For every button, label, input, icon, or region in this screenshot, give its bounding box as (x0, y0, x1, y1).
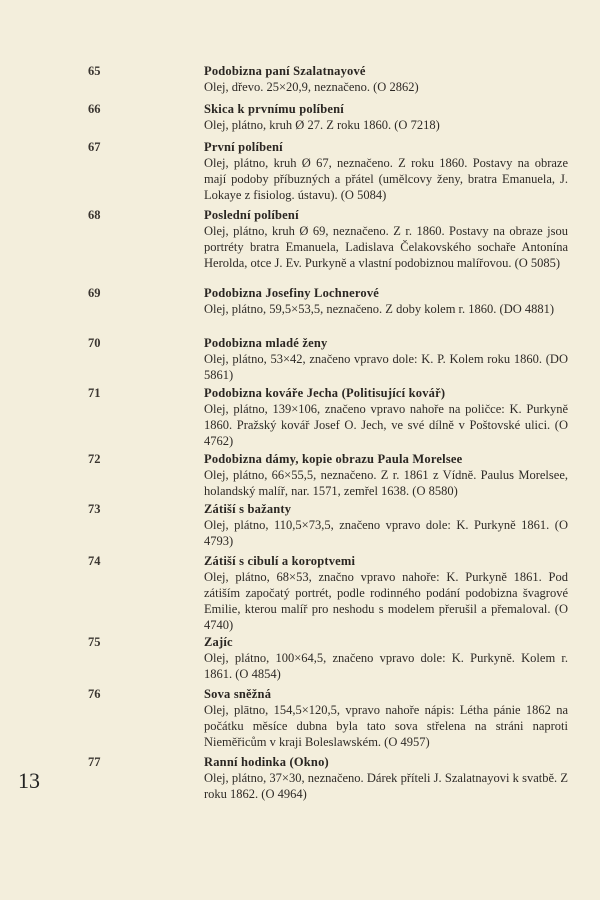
entry-description: Olej, plátno, kruh Ø 67, neznačeno. Z roku 1860. Postavy na obraze mají podoby příbuzných a přátel (umělcovy ženy, bratra Emanuela, J. Lokaye z fisiolog. ústavu). (O 5084) (204, 156, 568, 202)
entry-number: 67 (88, 140, 101, 154)
entry-number: 75 (88, 635, 101, 649)
entry-description: Olej, plátno, 100×64,5, značeno vpravo dole: K. Purkyně. Kolem r. 1861. (O 4854) (204, 651, 568, 681)
entry-description: Olej, plátno, 53×42, značeno vpravo dole: K. P. Kolem roku 1860. (DO 5861) (204, 352, 568, 382)
entry-title: Podobizna dámy, kopie obrazu Paula Morelsee (204, 452, 463, 466)
entry-number: 65 (88, 64, 101, 78)
entry-number: 76 (88, 687, 101, 701)
entry-title: Skica k prvnímu políbení (204, 102, 344, 116)
entry-title: Zátiší s bažanty (204, 502, 292, 516)
entry-number: 74 (88, 554, 101, 568)
entry-description: Olej, plátno, 139×106, značeno vpravo nahoře na poličce: K. Purkyně 1860. Pražský kovář Josef O. Jech, ve své dílně v Poštovské ulici. (O 4762) (204, 402, 568, 448)
entry-title: Zátiší s cibulí a koroptvemi (204, 554, 356, 568)
entry-description: Olej, plátno, kruh Ø 27. Z roku 1860. (O 7218) (204, 118, 440, 132)
entry-body (204, 553, 568, 633)
entry-title: Podobizna mladé ženy (204, 336, 328, 350)
entry-number: 66 (88, 102, 101, 116)
entry-number: 72 (88, 452, 101, 466)
entry-body (204, 63, 568, 95)
entry-body (204, 686, 568, 750)
entry-description: Olej, dřevo. 25×20,9, neznačeno. (O 2862) (204, 80, 419, 94)
entry-title: Ranní hodinka (Okno) (204, 755, 329, 769)
entry-body (204, 335, 568, 383)
entry-number: 70 (88, 336, 101, 350)
entry-body (204, 207, 568, 271)
entry-number: 73 (88, 502, 101, 516)
entry-title: Zajíc (204, 635, 233, 649)
entry-body (204, 501, 568, 549)
entry-number: 71 (88, 386, 101, 400)
entry-number: 68 (88, 208, 101, 222)
entry-description: Olej, plátno, 37×30, neznačeno. Dárek příteli J. Szalatnayovi k svatbě. Z roku 1862. (O 4964) (204, 771, 568, 801)
entry-title: První políbení (204, 140, 283, 154)
entry-body (204, 754, 568, 802)
entry-title: Podobizna kováře Jecha (Politisující kovář) (204, 386, 446, 400)
entry-body (204, 139, 568, 203)
entry-body (204, 101, 568, 133)
entry-body (204, 451, 568, 499)
entry-title: Sova sněžná (204, 687, 272, 701)
entry-description: Olej, plátno, 66×55,5, neznačeno. Z r. 1861 z Vídně. Paulus Morelsee, holandský malíř, nar. 1571, zemřel 1638. (O 8580) (204, 468, 568, 498)
entry-title: Poslední políbení (204, 208, 299, 222)
entry-number: 69 (88, 286, 101, 300)
entry-body (204, 385, 568, 449)
entry-description: Olej, plátno, kruh Ø 69, neznačeno. Z r. 1860. Postavy na obraze jsou portréty bratra Emanuela, Ladislava Čelakovského sochaře Antonína Herolda, otce J. Ev. Purkyně a vlastní podobiznou malířovou. (O 5085) (204, 224, 568, 270)
entry-body (204, 634, 568, 682)
entry-description: Olej, plátno, 59,5×53,5, neznačeno. Z doby kolem r. 1860. (DO 4881) (204, 302, 555, 316)
entry-number: 77 (88, 755, 101, 769)
entry-title: Podobizna paní Szalatnayové (204, 64, 366, 78)
entry-body (204, 285, 568, 317)
entry-description: Olej, plātno, 154,5×120,5, vpravo nahoře nápis: Létha pánie 1862 na počátku měsíce dubna byla tato sova střelena na stráni naproti Nieměřicům v kraji Boleslawském. (O 4957) (204, 703, 568, 749)
entry-description: Olej, plátno, 68×53, značno vpravo nahoře: K. Purkyně 1861. Pod zátiším započatý portrét, podle rodinného podání podobizna švagrové Emilie, kterou malíř pro neshodu s modelem přerušil a přemaloval. (O 4740) (204, 570, 568, 632)
entry-description: Olej, plátno, 110,5×73,5, značeno vpravo dole: K. Purkyně 1861. (O 4793) (204, 518, 568, 548)
page-number: 13 (18, 768, 40, 793)
entry-title: Podobizna Josefiny Lochnerové (204, 286, 380, 300)
